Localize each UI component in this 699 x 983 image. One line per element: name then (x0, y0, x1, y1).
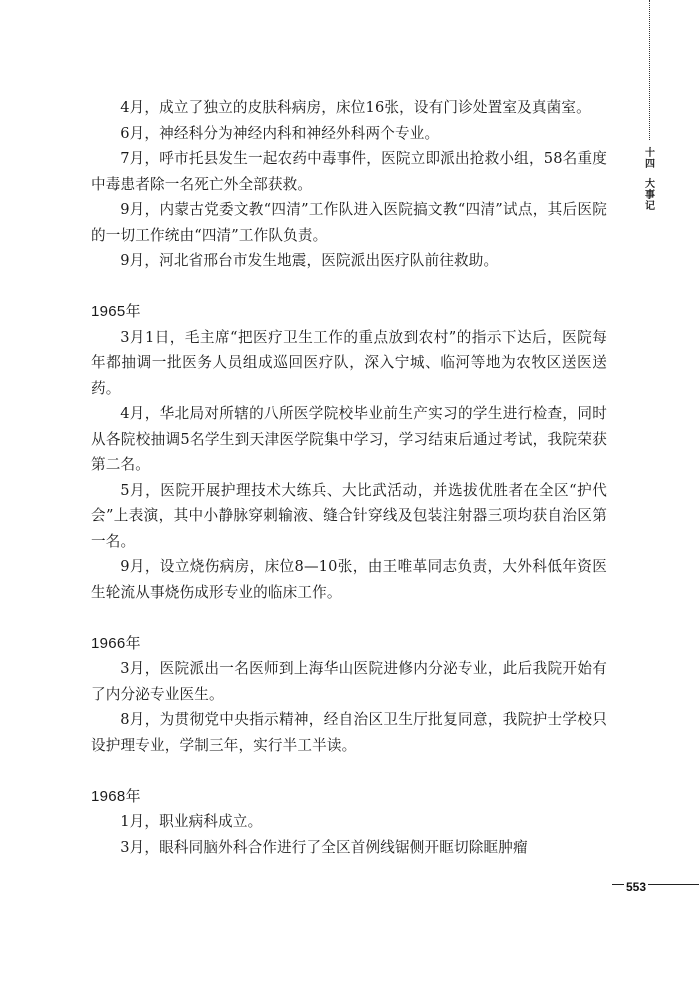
entry-paragraph: 5月，医院开展护理技术大练兵、大比武活动，并选拔优胜者在全区“护代会”上表演，其中小静脉穿刺输液、缝合针穿线及包装注射器三项均获自治区第一名。 (91, 481, 607, 550)
section-1968 (91, 784, 607, 861)
entry-paragraph: 6月，神经科分为神经内科和神经外科两个专业。 (120, 124, 440, 142)
page-number: 553 (626, 880, 647, 894)
entry-paragraph: 4月，华北局对所辖的八所医学院校毕业前生产实习的学生进行检查，同时从各院校抽调5名学生到天津医学院集中学习，学习结束后通过考试，我院荣获第二名。 (91, 405, 607, 473)
entry-paragraph: 9月，河北省邢台市发生地震，医院派出医疗队前往救助。 (120, 252, 499, 269)
entry-paragraph: 9月，内蒙古党委文教“四清”工作队进入医院搞文教“四清”试点，其后医院的一切工作统由“四清”工作队负责。 (91, 201, 607, 244)
chapter-title: 大事记 (645, 179, 655, 212)
entry-paragraph: 3月，眼科同脑外科合作进行了全区首例线锯侧开眶切除眶肿瘤 (120, 838, 528, 856)
entry-paragraph: 8月，为贯彻党中央指示精神，经自治区卫生厅批复同意，我院护士学校只设护理专业，学制三年，实行半工半读。 (91, 711, 607, 754)
entry-paragraph: 4月，成立了独立的皮肤科病房，床位16张，设有门诊处置室及真菌室。 (120, 99, 591, 116)
year-heading: 1965年 (91, 303, 141, 320)
entry-paragraph: 7月，呼市托县发生一起农药中毒事件，医院立即派出抢救小组，58名重度中毒患者除一名死亡外全部获救。 (91, 150, 607, 193)
page-body (91, 95, 607, 860)
entry-paragraph: 3月1日，毛主席“把医疗卫生工作的重点放到农村”的指示下达后，医院每年都抽调一批医务人员组成巡回医疗队，深入宁城、临河等地为农牧区送医送药。 (91, 328, 607, 397)
section-1966 (91, 631, 607, 759)
chapter-side-title (643, 148, 657, 212)
year-heading: 1966年 (91, 634, 141, 652)
section-continued (91, 95, 607, 274)
entry-paragraph: 9月，设立烧伤病房，床位8—10张，由王唯革同志负责，大外科低年资医生轮流从事烧伤成形专业的临床工作。 (91, 558, 607, 601)
section-1965 (91, 299, 607, 605)
entry-paragraph: 3月，医院派出一名医师到上海华山医院进修内分泌专业，此后我院开始有了内分泌专业医生。 (91, 660, 607, 703)
entry-paragraph: 1月，职业病科成立。 (120, 813, 263, 830)
margin-dotted-rule (649, 0, 650, 140)
year-heading: 1968年 (91, 787, 141, 805)
chapter-number: 十四 (645, 148, 655, 170)
